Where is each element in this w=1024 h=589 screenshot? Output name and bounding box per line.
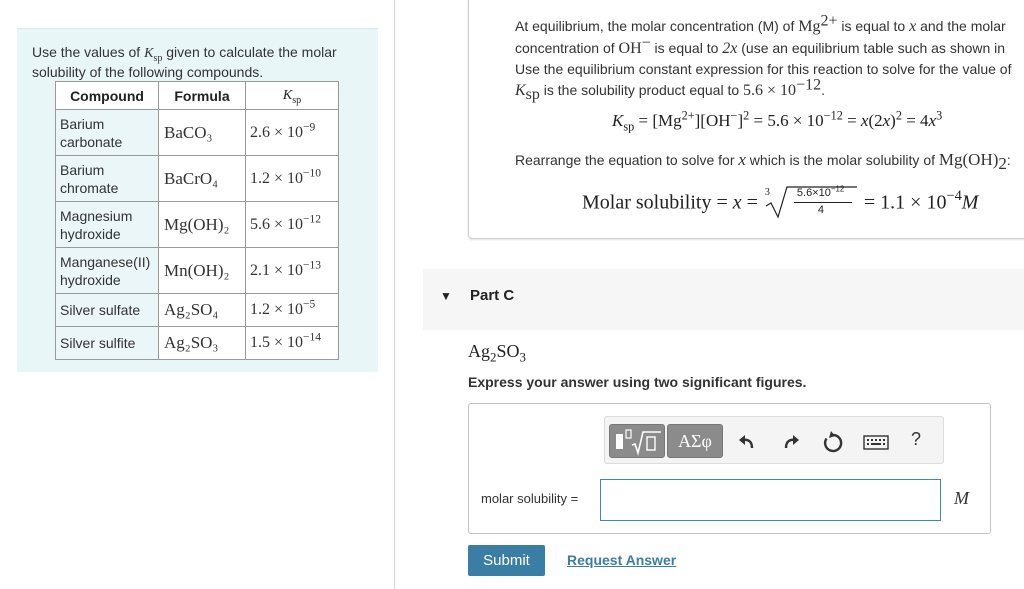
molar-solubility-equation: Molar solubility = x = 3 $5.6\times 10^{-12}$ 4 = $1.1 \times 10^{-4}M$ (582, 186, 978, 226)
redo-icon[interactable] (780, 431, 802, 453)
ksp-table (55, 81, 339, 360)
table-row (56, 202, 339, 248)
table-row (56, 156, 339, 202)
answer-unit: M (954, 488, 969, 508)
column-header-formula: Formula (159, 82, 246, 110)
hint-explanation-card (468, 0, 1024, 239)
compound-formula: BaCO₃ (159, 110, 246, 156)
ksp-value: $2.6 \times 10^{-9}$ (246, 110, 339, 156)
part-c-header[interactable] (423, 269, 1024, 330)
keyboard-icon[interactable] (863, 431, 889, 453)
answer-area (468, 403, 991, 534)
ksp-equation: $K_{sp} = [Mg^{2+}][OH^-]^2 = 5.6 \times 10^{-12} = x(2x)^2 = 4x^3$ (612, 108, 943, 134)
column-header-ksp: $K_{sp}$ (246, 82, 339, 110)
ksp-value: $1.5 \times 10^{-14}$ (246, 327, 339, 360)
ksp-value: $1.2 \times 10^{-5}$ (246, 294, 339, 327)
math-toolbar (604, 416, 944, 464)
column-header-compound: Compound (56, 82, 159, 110)
undo-icon[interactable] (736, 431, 758, 453)
reset-icon[interactable] (822, 431, 844, 453)
ksp-value: $2.1 \times 10^{-13}$ (246, 248, 339, 294)
compound-name: Manganese(II) hydroxide (56, 248, 159, 294)
rearrange-text: Rearrange the equation to solve for x which is the molar solubility of $Mg(OH)_2$: (515, 150, 1011, 173)
question-instruction: Express your answer using two significant figures. (468, 374, 807, 390)
question-compound: $Ag_2SO_3$ (468, 341, 526, 365)
ksp-data-panel (17, 28, 378, 372)
table-row (56, 294, 339, 327)
table-row (56, 248, 339, 294)
cube-root: 3 $5.6\times 10^{-12}$ 4 (763, 186, 859, 220)
request-answer-link[interactable]: Request Answer (567, 552, 677, 568)
compound-formula: Mn(OH)₂ (159, 248, 246, 294)
compound-formula: BaCrO₄ (159, 156, 246, 202)
compound-name: Silver sulfite (56, 327, 159, 360)
intro-text: Use the values of $K_{sp}$ given to calculate the molar solubility of the following compounds. (32, 44, 337, 80)
ksp-value: $5.6 \times 10^{-12}$ (246, 202, 339, 248)
compound-name: Silver sulfate (56, 294, 159, 327)
part-title: Part C (470, 287, 515, 304)
collapse-caret-icon[interactable]: ▼ (440, 289, 452, 303)
greek-symbols-button[interactable]: ΑΣφ (667, 424, 723, 458)
compound-formula: Mg(OH)₂ (159, 202, 246, 248)
ksp-value: $1.2 \times 10^{-10}$ (246, 156, 339, 202)
table-row (56, 327, 339, 360)
table-row (56, 110, 339, 156)
explanation-paragraph: At equilibrium, the molar concentration (M) of $Mg^{2+}$ is equal to x and the molar concentration of OH− is equal to 2x (use an equilibrium table such as shown in Use the equilibrium constant expression for this reaction to solve for the value of $K_{sp}$ is the solubility product equal to $5.6 \times 10^{-12}$. (515, 12, 1012, 103)
compound-formula: Ag₂SO₄ (159, 294, 246, 327)
compound-name: Barium chromate (56, 156, 159, 202)
help-button[interactable]: ? (911, 429, 922, 449)
panel-divider (394, 0, 395, 589)
math-templates-button[interactable] (609, 424, 665, 458)
compound-name: Magnesium hydroxide (56, 202, 159, 248)
submit-button[interactable]: Submit (468, 545, 545, 576)
answer-label: molar solubility = (481, 491, 579, 506)
molar-solubility-input[interactable] (600, 479, 941, 521)
compound-name: Barium carbonate (56, 110, 159, 156)
compound-formula: Ag₂SO₃ (159, 327, 246, 360)
